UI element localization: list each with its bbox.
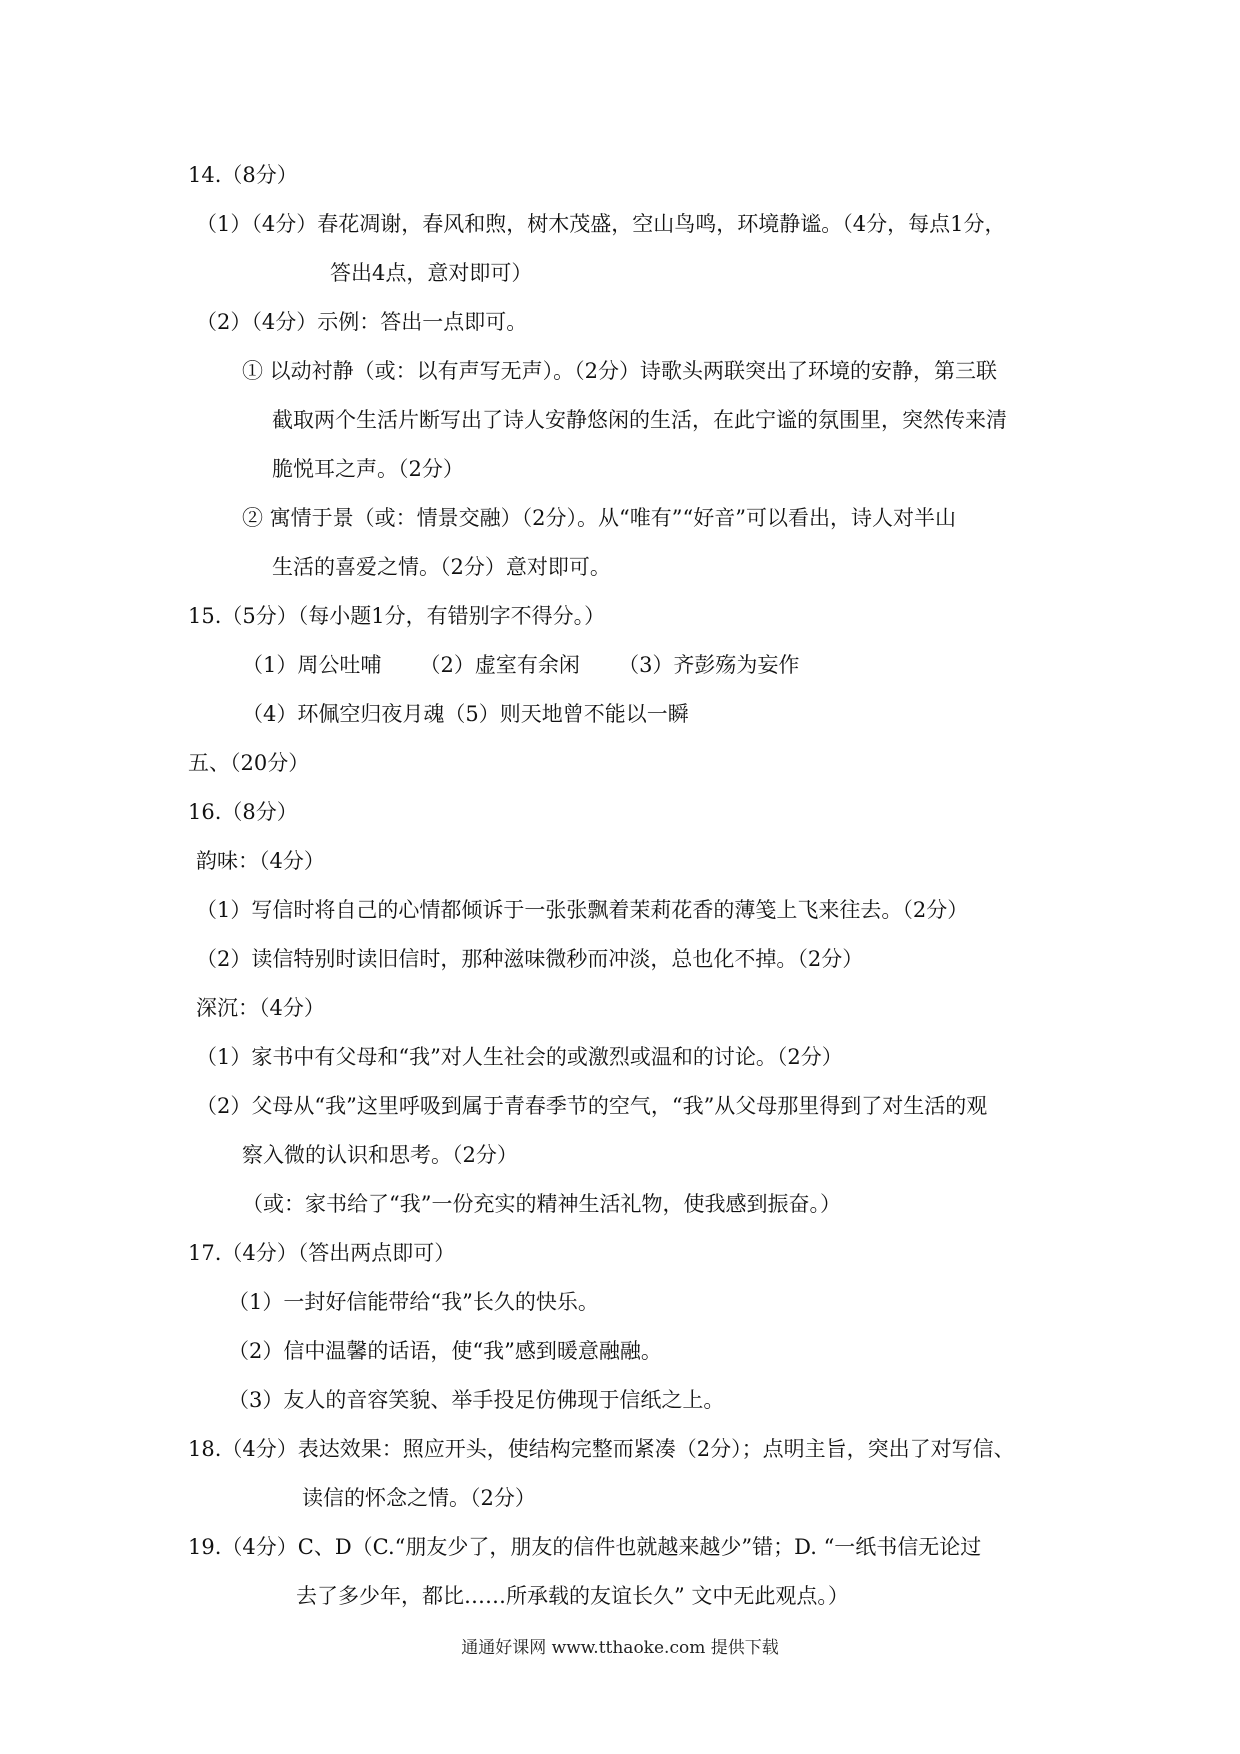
q15-answers-row2: （4）环佩空归夜月魂（5）则天地曾不能以一瞬 xyxy=(242,702,689,726)
q14-part2-example2-line2: 生活的喜爱之情。（2分）意对即可。 xyxy=(272,555,611,579)
q16-yunwei-point2: （2）读信特别时读旧信时，那种滋味微秒而冲淡，总也化不掉。（2分） xyxy=(196,947,864,971)
q17-point1: （1）一封好信能带给“我”长久的快乐。 xyxy=(228,1290,599,1314)
section-five-heading: 五、（20分） xyxy=(188,751,310,775)
q14-part1-continued: 答出4点，意对即可） xyxy=(330,261,533,285)
q17-point3: （3）友人的音容笑貌、举手投足仿佛现于信纸之上。 xyxy=(228,1388,725,1412)
q16-yunwei-point1: （1）写信时将自己的心情都倾诉于一张张飘着茉莉花香的薄笺上飞来往去。（2分） xyxy=(196,898,969,922)
q18-answer-continued: 读信的怀念之情。（2分） xyxy=(302,1486,536,1510)
q15-answers-row1: （1）周公吐哺 （2）虚室有余闲 （3）齐彭殇为妄作 xyxy=(242,653,800,677)
q14-part2-example1-line2: 截取两个生活片断写出了诗人安静悠闲的生活，在此宁谧的氛围里，突然传来清 xyxy=(272,408,1007,432)
q17-heading: 17.（4分）（答出两点即可） xyxy=(188,1241,456,1265)
q16-shenchen-label: 深沉：（4分） xyxy=(196,996,325,1020)
q15-heading: 15.（5分）（每小题1分，有错别字不得分。） xyxy=(188,604,606,628)
q14-part1: （1）（4分）春花凋谢，春风和煦，树木茂盛，空山鸟鸣，环境静谧。（4分，每点1分， xyxy=(196,212,1006,236)
q17-point2: （2）信中温馨的话语，使“我”感到暖意融融。 xyxy=(228,1339,662,1363)
q19-answer: 19.（4分）C、D（C.“朋友少了，朋友的信件也就越来越少”错；D. “一纸书信无论过 xyxy=(188,1535,982,1559)
q16-shenchen-point2-continued: 察入微的认识和思考。（2分） xyxy=(242,1143,518,1167)
q14-heading: 14.（8分） xyxy=(188,163,298,187)
q14-part2-example1-line3: 脆悦耳之声。（2分） xyxy=(272,457,464,481)
q18-answer: 18.（4分）表达效果：照应开头，使结构完整而紧凑（2分）；点明主旨，突出了对写信、 xyxy=(188,1437,1015,1461)
page-footer: 通通好课网 www.tthaoke.com 提供下载 xyxy=(461,1638,779,1658)
q16-shenchen-alternative: （或：家书给了“我”一份充实的精神生活礼物，使我感到振奋。） xyxy=(242,1192,841,1216)
q14-part2-example2: ② 寓情于景（或：情景交融）（2分）。从“唯有”“好音”可以看出，诗人对半山 xyxy=(242,506,956,530)
q19-answer-continued: 去了多少年，都比……所承载的友谊长久” 文中无此观点。） xyxy=(296,1584,849,1608)
q16-shenchen-point2: （2）父母从“我”这里呼吸到属于青春季节的空气，“我”从父母那里得到了对生活的观 xyxy=(196,1094,988,1118)
q16-heading: 16.（8分） xyxy=(188,800,298,824)
q14-part2-example1: ① 以动衬静（或：以有声写无声）。（2分）诗歌头两联突出了环境的安静，第三联 xyxy=(242,359,998,383)
q14-part2: （2）（4分）示例：答出一点即可。 xyxy=(196,310,528,334)
q16-shenchen-point1: （1）家书中有父母和“我”对人生社会的或激烈或温和的讨论。（2分） xyxy=(196,1045,843,1069)
q16-yunwei-label: 韵味：（4分） xyxy=(196,849,325,873)
